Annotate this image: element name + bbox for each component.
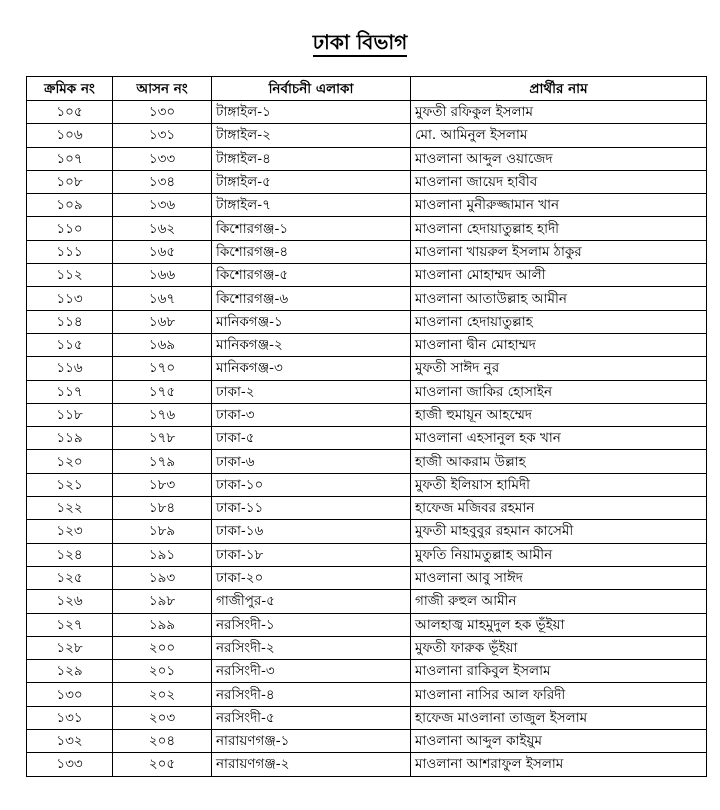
table-row [27, 124, 707, 147]
cell-serial: ১১৮ [27, 403, 113, 426]
cell-seat: ১৩৪ [113, 170, 212, 193]
cell-seat: ১৮৩ [113, 473, 212, 496]
cell-serial: ১২১ [27, 473, 113, 496]
table-row [27, 706, 707, 729]
cell-area: গাজীপুর-৫ [212, 590, 411, 613]
cell-serial: ১০৬ [27, 124, 113, 147]
table-row [27, 333, 707, 356]
cell-candidate-name: মাওলানা দ্বীন মোহাম্মদ [411, 333, 707, 356]
cell-seat: ১৭৬ [113, 403, 212, 426]
cell-serial: ১০৮ [27, 170, 113, 193]
cell-area: নরসিংদী-৩ [212, 660, 411, 683]
cell-serial: ১৩৩ [27, 753, 113, 776]
cell-serial: ১২৩ [27, 520, 113, 543]
cell-seat: ১৯৯ [113, 613, 212, 636]
cell-area: কিশোরগঞ্জ-৬ [212, 287, 411, 310]
cell-seat: ১৭০ [113, 357, 212, 380]
table-row [27, 287, 707, 310]
cell-seat: ১৯৮ [113, 590, 212, 613]
table-row [27, 101, 707, 124]
cell-area: মানিকগঞ্জ-৩ [212, 357, 411, 380]
cell-candidate-name: মাওলানা মুনীরুজ্জামান খান [411, 194, 707, 217]
cell-candidate-name: মাওলানা আশরাফুল ইসলাম [411, 753, 707, 776]
cell-area: ঢাকা-৬ [212, 450, 411, 473]
header-seat: আসন নং [113, 77, 212, 101]
cell-seat: ১৬৮ [113, 310, 212, 333]
cell-area: নরসিংদী-৪ [212, 683, 411, 706]
cell-seat: ১৭৮ [113, 427, 212, 450]
cell-serial: ১১৪ [27, 310, 113, 333]
cell-area: ঢাকা-৫ [212, 427, 411, 450]
header-area: নির্বাচনী এলাকা [212, 77, 411, 101]
cell-seat: ২০২ [113, 683, 212, 706]
cell-serial: ১২৯ [27, 660, 113, 683]
cell-area: নরসিংদী-১ [212, 613, 411, 636]
cell-serial: ১২৭ [27, 613, 113, 636]
cell-serial: ১৩২ [27, 730, 113, 753]
cell-area: টাঙ্গাইল-৪ [212, 147, 411, 170]
cell-seat: ১৮৯ [113, 520, 212, 543]
page-title [0, 28, 720, 56]
cell-candidate-name: মাওলানা আতাউল্লাহ আমীন [411, 287, 707, 310]
table-row [27, 217, 707, 240]
cell-serial: ১২৬ [27, 590, 113, 613]
cell-seat: ২০০ [113, 636, 212, 659]
cell-area: নারায়ণগঞ্জ-২ [212, 753, 411, 776]
table-row [27, 357, 707, 380]
table-row [27, 170, 707, 193]
table-row [27, 403, 707, 426]
cell-candidate-name: মাওলানা আব্দুল কাইয়ুম [411, 730, 707, 753]
cell-seat: ২০৫ [113, 753, 212, 776]
cell-serial: ১১০ [27, 217, 113, 240]
cell-seat: ১৩১ [113, 124, 212, 147]
table-body [27, 101, 707, 777]
candidate-table [26, 76, 707, 777]
table-row [27, 636, 707, 659]
cell-area: কিশোরগঞ্জ-৪ [212, 240, 411, 263]
table-row [27, 310, 707, 333]
cell-area: ঢাকা-৩ [212, 403, 411, 426]
table-row [27, 590, 707, 613]
cell-area: নরসিংদী-৫ [212, 706, 411, 729]
cell-seat: ১৭৫ [113, 380, 212, 403]
cell-candidate-name: মুফতি নিয়ামতুল্লাহ আমীন [411, 543, 707, 566]
table-row [27, 194, 707, 217]
table-row [27, 566, 707, 589]
page-title-text: ঢাকা বিভাগ [313, 30, 408, 57]
cell-candidate-name: মাওলানা এহসানুল হক খান [411, 427, 707, 450]
table-row [27, 497, 707, 520]
cell-candidate-name: হাফেজ মাওলানা তাজুল ইসলাম [411, 706, 707, 729]
cell-area: টাঙ্গাইল-১ [212, 101, 411, 124]
cell-area: ঢাকা-১০ [212, 473, 411, 496]
table-row [27, 683, 707, 706]
cell-candidate-name: মাওলানা হেদায়াতুল্লাহ হাদী [411, 217, 707, 240]
cell-serial: ১২৫ [27, 566, 113, 589]
table-row [27, 427, 707, 450]
cell-candidate-name: মাওলানা জাকির হোসাইন [411, 380, 707, 403]
cell-candidate-name: আলহাজ্ব মাহমুদুল হক ভূঁইয়া [411, 613, 707, 636]
cell-seat: ১৩০ [113, 101, 212, 124]
table-row [27, 473, 707, 496]
cell-area: মানিকগঞ্জ-২ [212, 333, 411, 356]
table-row [27, 520, 707, 543]
cell-area: কিশোরগঞ্জ-১ [212, 217, 411, 240]
cell-seat: ১৬৬ [113, 264, 212, 287]
cell-candidate-name: মুফতী মাহবুবুর রহমান কাসেমী [411, 520, 707, 543]
cell-serial: ১২৮ [27, 636, 113, 659]
cell-seat: ১৯১ [113, 543, 212, 566]
table-row [27, 240, 707, 263]
cell-seat: ১৮৪ [113, 497, 212, 520]
cell-serial: ১০৯ [27, 194, 113, 217]
cell-serial: ১২৪ [27, 543, 113, 566]
cell-seat: ১৩৩ [113, 147, 212, 170]
cell-serial: ১২০ [27, 450, 113, 473]
cell-candidate-name: হাজী আকরাম উল্লাহ [411, 450, 707, 473]
cell-candidate-name: মাওলানা মোহাম্মদ আলী [411, 264, 707, 287]
table-row [27, 753, 707, 776]
cell-serial: ১১৬ [27, 357, 113, 380]
cell-area: টাঙ্গাইল-২ [212, 124, 411, 147]
cell-area: ঢাকা-১১ [212, 497, 411, 520]
table-row [27, 450, 707, 473]
cell-serial: ১১১ [27, 240, 113, 263]
cell-candidate-name: মুফতী ফারুক ভূঁইয়া [411, 636, 707, 659]
cell-candidate-name: মুফতী রফিকুল ইসলাম [411, 101, 707, 124]
cell-area: ঢাকা-১৮ [212, 543, 411, 566]
table-row [27, 543, 707, 566]
cell-seat: ১৬৫ [113, 240, 212, 263]
cell-serial: ১১৭ [27, 380, 113, 403]
cell-area: টাঙ্গাইল-৭ [212, 194, 411, 217]
cell-candidate-name: মাওলানা খায়রুল ইসলাম ঠাকুর [411, 240, 707, 263]
cell-seat: ১৯৩ [113, 566, 212, 589]
header-serial: ক্রমিক নং [27, 77, 113, 101]
cell-serial: ১০৭ [27, 147, 113, 170]
cell-serial: ১০৫ [27, 101, 113, 124]
cell-serial: ১৩০ [27, 683, 113, 706]
cell-seat: ২০৪ [113, 730, 212, 753]
cell-candidate-name: মাওলানা রাকিবুল ইসলাম [411, 660, 707, 683]
cell-seat: ১৬২ [113, 217, 212, 240]
cell-area: নরসিংদী-২ [212, 636, 411, 659]
cell-candidate-name: মুফতী ইলিয়াস হামিদী [411, 473, 707, 496]
cell-area: মানিকগঞ্জ-১ [212, 310, 411, 333]
cell-candidate-name: হাজী হুমায়ূন আহম্মেদ [411, 403, 707, 426]
cell-candidate-name: মাওলানা নাসির আল ফরিদী [411, 683, 707, 706]
table-row [27, 147, 707, 170]
cell-area: ঢাকা-২০ [212, 566, 411, 589]
cell-candidate-name: মাওলানা হেদায়াতুল্লাহ [411, 310, 707, 333]
table-row [27, 730, 707, 753]
cell-seat: ১৭৯ [113, 450, 212, 473]
cell-seat: ১৬৭ [113, 287, 212, 310]
table-row [27, 613, 707, 636]
cell-seat: ২০১ [113, 660, 212, 683]
cell-area: ঢাকা-২ [212, 380, 411, 403]
cell-serial: ১১৩ [27, 287, 113, 310]
cell-serial: ১২২ [27, 497, 113, 520]
cell-serial: ১১২ [27, 264, 113, 287]
cell-candidate-name: হাফেজ মজিবর রহমান [411, 497, 707, 520]
cell-serial: ১১৫ [27, 333, 113, 356]
cell-seat: ১৩৬ [113, 194, 212, 217]
cell-seat: ১৬৯ [113, 333, 212, 356]
cell-area: টাঙ্গাইল-৫ [212, 170, 411, 193]
table-row [27, 660, 707, 683]
cell-area: কিশোরগঞ্জ-৫ [212, 264, 411, 287]
header-name: প্রার্থীর নাম [411, 77, 707, 101]
cell-candidate-name: মাওলানা আব্দুল ওয়াজেদ [411, 147, 707, 170]
cell-area: নারায়ণগঞ্জ-১ [212, 730, 411, 753]
cell-candidate-name: মো. আমিনুল ইসলাম [411, 124, 707, 147]
table-row [27, 380, 707, 403]
cell-candidate-name: গাজী রুহুল আমীন [411, 590, 707, 613]
cell-candidate-name: মুফতী সাঈদ নুর [411, 357, 707, 380]
cell-serial: ১১৯ [27, 427, 113, 450]
table-row [27, 264, 707, 287]
cell-candidate-name: মাওলানা আবু সাঈদ [411, 566, 707, 589]
cell-candidate-name: মাওলানা জায়েদ হাবীব [411, 170, 707, 193]
cell-seat: ২০৩ [113, 706, 212, 729]
table-header-row [27, 77, 707, 101]
cell-area: ঢাকা-১৬ [212, 520, 411, 543]
cell-serial: ১৩১ [27, 706, 113, 729]
